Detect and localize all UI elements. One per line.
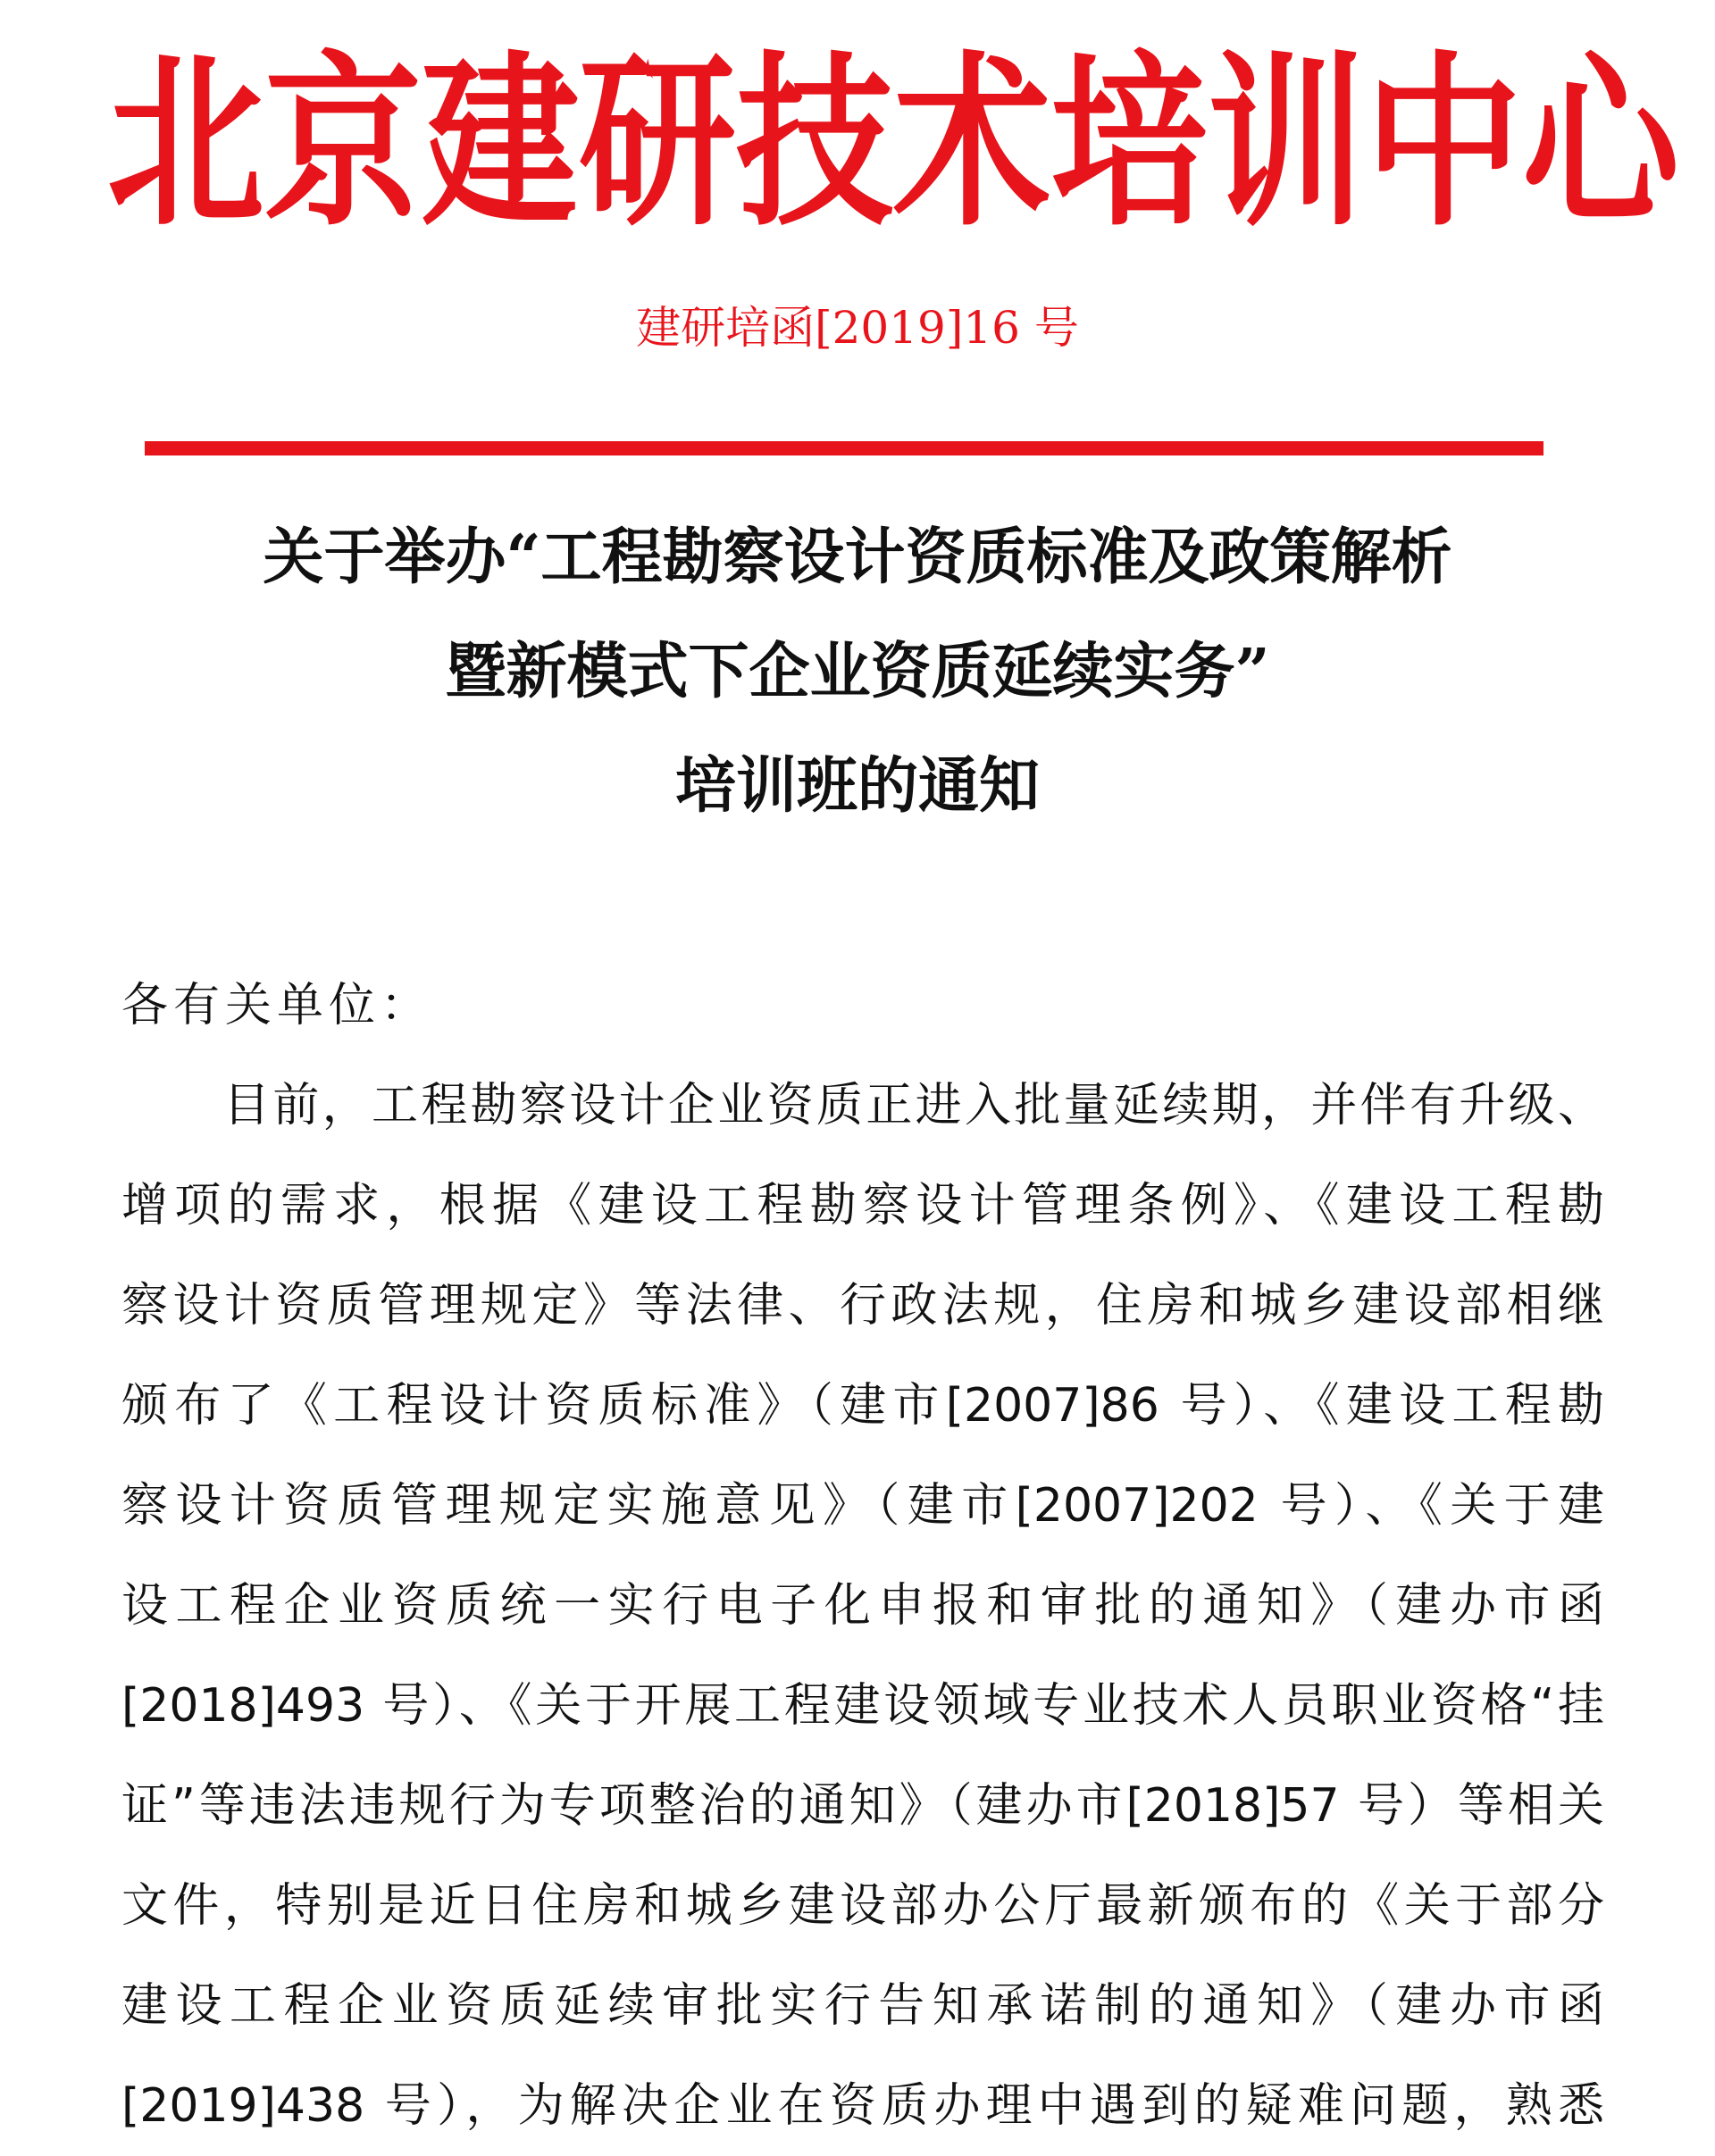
- letterhead-char: 心: [1522, 33, 1680, 252]
- paragraph-line: [2019]438 号），为解决企业在资质办理中遇到的疑难问题，熟悉: [121, 2079, 1604, 2133]
- letterhead-char: 中: [1365, 33, 1523, 252]
- letterhead-char: 北: [107, 33, 265, 252]
- letterhead-org-name: [107, 33, 1680, 252]
- notice-body: [121, 956, 1604, 2156]
- letterhead-char: 技: [736, 33, 894, 252]
- paragraph-line: 文件，特别是近日住房和城乡建设部办公厅最新颁布的《关于部分: [121, 1879, 1604, 1933]
- paragraph-line: 证”等违法违规行为专项整治的通知》（建办市[2018]57 号）等相关: [121, 1779, 1604, 1833]
- title-line: 培训班的通知: [674, 750, 1040, 822]
- notice-title: [0, 500, 1715, 843]
- letterhead-red-rule: [145, 441, 1544, 455]
- paragraph-line: 察设计资质管理规定实施意见》（建市[2007]202 号）、《关于建: [121, 1479, 1604, 1533]
- body-paragraph: [121, 1056, 1604, 2156]
- paragraph-line: 设工程企业资质统一实行电子化申报和审批的通知》（建办市函: [121, 1579, 1604, 1633]
- paragraph-line: 增项的需求，根据《建设工程勘察设计管理条例》、《建设工程勘: [121, 1179, 1604, 1233]
- salutation: 各有关单位：: [121, 979, 433, 1032]
- paragraph-line: 目前，工程勘察设计企业资质正进入批量延续期，并伴有升级、: [223, 1079, 1604, 1132]
- letterhead-char: 术: [893, 33, 1051, 252]
- letterhead-char: 培: [1050, 33, 1209, 252]
- title-line: 暨新模式下企业资质延续实务”: [445, 636, 1270, 707]
- paragraph-line: 建设工程企业资质延续审批实行告知承诺制的通知》（建办市函: [121, 1979, 1604, 2033]
- paragraph-line: 察设计资质管理规定》等法律、行政法规，住房和城乡建设部相继: [121, 1279, 1604, 1333]
- letterhead-char: 建: [422, 33, 580, 252]
- document-number: 建研培函[2019]16 号: [636, 302, 1079, 354]
- letterhead-char: 京: [264, 33, 422, 252]
- title-line: 关于举办“工程勘察设计资质标准及政策解析: [263, 522, 1452, 593]
- letterhead-char: 研: [579, 33, 737, 252]
- paragraph-line: [2018]493 号）、《关于开展工程建设领域专业技术人员职业资格“挂: [121, 1679, 1604, 1733]
- letterhead-char: 训: [1208, 33, 1366, 252]
- paragraph-line: 颁布了《工程设计资质标准》（建市[2007]86 号）、《建设工程勘: [121, 1379, 1604, 1433]
